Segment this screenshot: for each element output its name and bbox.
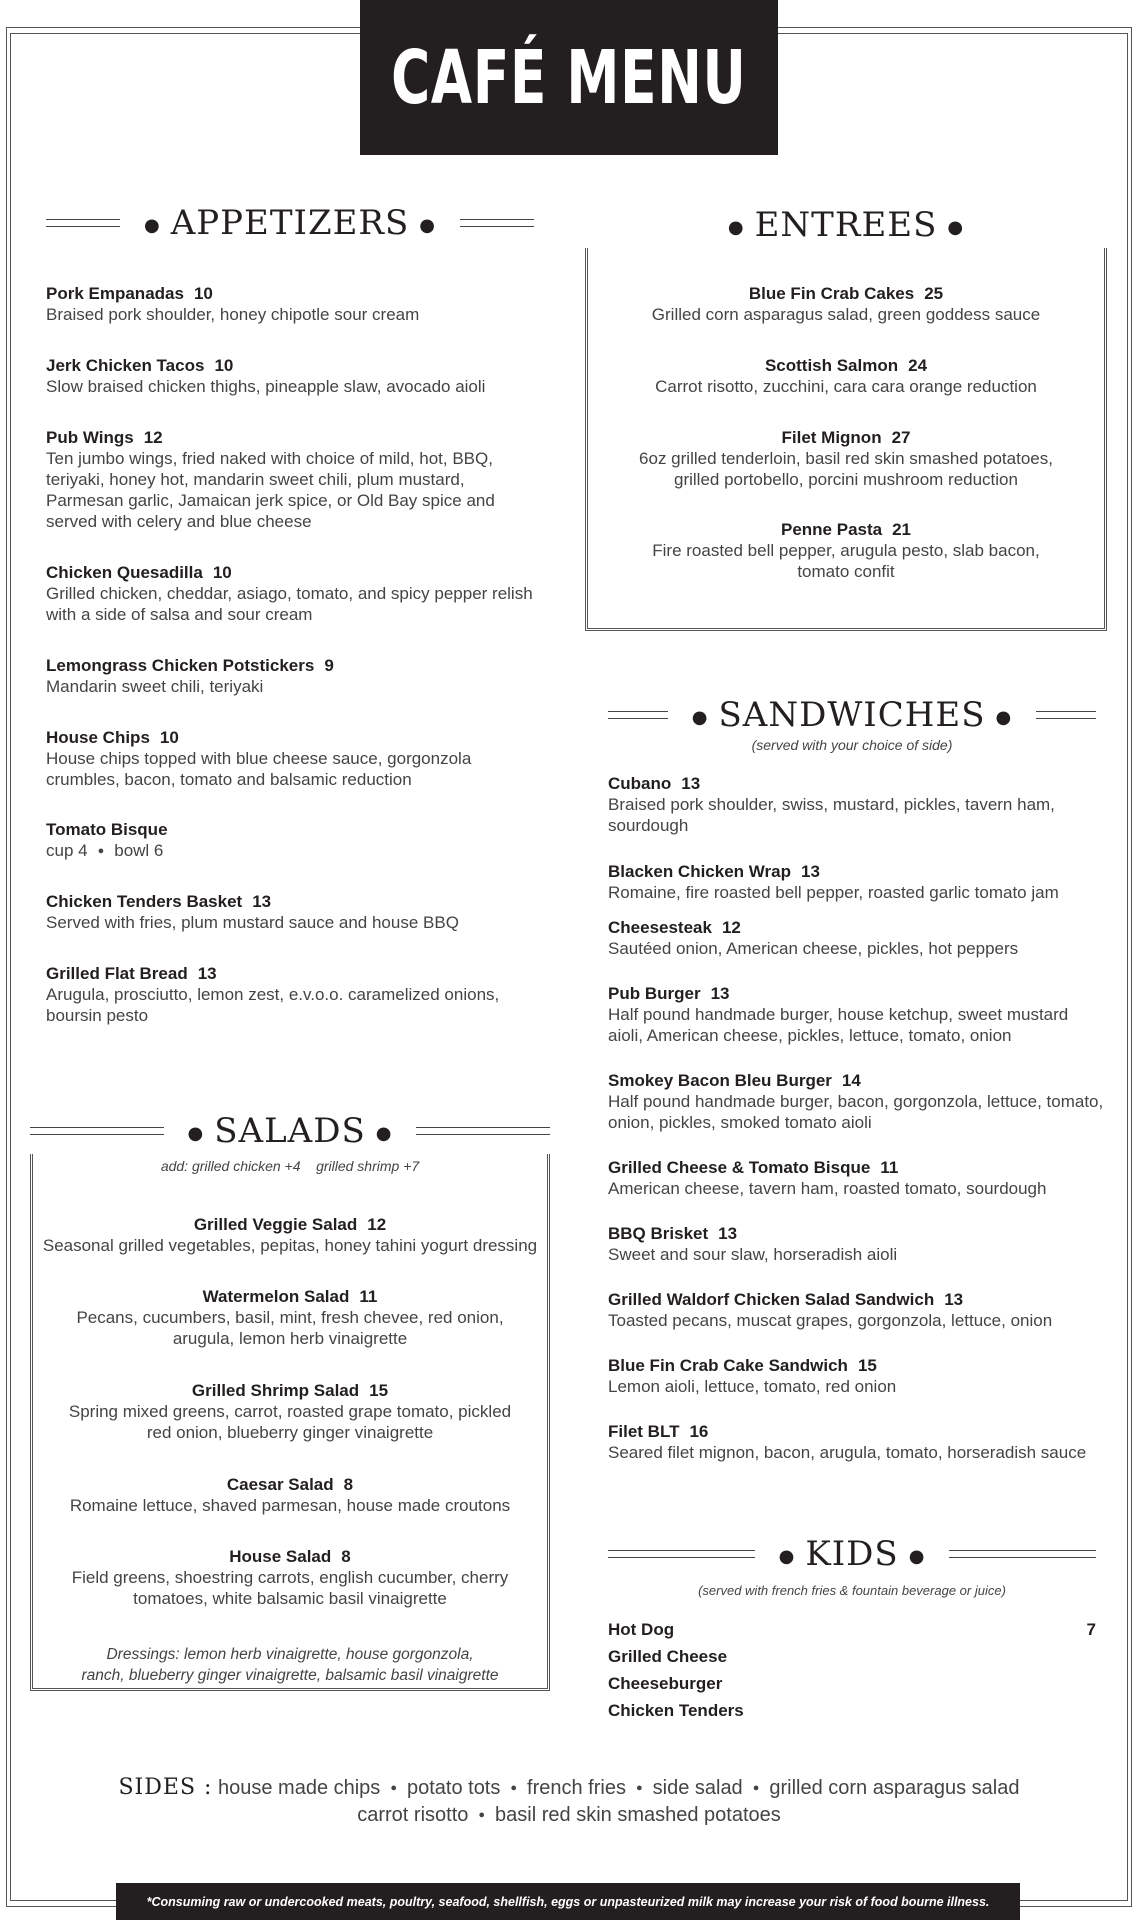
bullet-separator: ●	[752, 1782, 760, 1795]
item-description: Braised pork shoulder, swiss, mustard, pickles, tavern ham,	[608, 795, 1055, 814]
item-description: Spring mixed greens, carrot, roasted grape tomato, pickled	[68, 1402, 512, 1421]
item-title-line	[608, 1223, 1108, 1244]
item-price: 9	[324, 656, 334, 675]
item-title-line	[30, 1546, 550, 1567]
menu-item	[46, 963, 556, 1026]
item-name: Scottish Salmon	[764, 356, 899, 375]
item-name: Smokey Bacon Bleu Burger	[608, 1071, 832, 1090]
item-name: Pub Burger	[608, 984, 701, 1003]
item-price: 15	[857, 1356, 877, 1375]
item-title-line	[585, 519, 1107, 540]
item-description: aioli, American cheese, pickles, lettuce, tomato, onion	[608, 1026, 1012, 1045]
side-item: side salad	[652, 1777, 743, 1799]
item-title-line	[46, 562, 556, 583]
item-price: 12	[721, 918, 741, 937]
kids-item-label: Grilled Cheese	[608, 1647, 728, 1666]
heading-rule	[608, 1550, 755, 1558]
item-description: Seared filet mignon, bacon, arugula, tomato, horseradish sauce	[608, 1443, 1087, 1462]
item-sizes	[46, 840, 556, 862]
item-description: teriyaki, honey hot, mandarin sweet chili, plum mustard,	[46, 470, 465, 489]
item-description: grilled portobello, porcini mushroom reduction	[674, 470, 1018, 489]
item-name: Grilled Veggie Salad	[193, 1215, 358, 1234]
item-description: House chips topped with blue cheese sauce, gorgonzola	[46, 749, 472, 768]
menu-item	[608, 1157, 1108, 1199]
item-description: crumbles, bacon, tomato and balsamic reduction	[46, 770, 412, 789]
item-name: Blue Fin Crab Cake Sandwich	[608, 1356, 848, 1375]
bullet-separator: ●	[390, 1782, 397, 1795]
menu-item	[608, 861, 1108, 903]
menu-item	[585, 283, 1107, 325]
item-name: Filet Mignon	[781, 428, 882, 447]
item-price: 8	[341, 1547, 351, 1566]
item-title-line	[585, 427, 1107, 448]
sandwiches-heading	[608, 692, 1096, 738]
bullet-separator: ●	[97, 845, 105, 858]
bowl-price: bowl 6	[114, 841, 164, 860]
item-description: Toasted pecans, muscat grapes, gorgonzola, lettuce, onion	[608, 1311, 1053, 1330]
item-name: House Chips	[46, 728, 150, 747]
kids-item-label: Cheeseburger	[608, 1674, 723, 1693]
menu-item	[30, 1474, 550, 1516]
item-name: Grilled Waldorf Chicken Salad Sandwich	[608, 1290, 935, 1309]
salads-heading	[30, 1108, 550, 1154]
item-description: Braised pork shoulder, honey chipotle sour cream	[46, 305, 420, 324]
menu-item	[585, 519, 1107, 582]
menu-item	[608, 1223, 1108, 1265]
sides-line-2	[0, 1802, 1138, 1829]
footer-disclaimer: *Consuming raw or undercooked meats, poultry, seafood, shellfish, eggs or unpasteurized milk may increase your risk of food bourne illness.	[116, 1883, 1020, 1920]
item-description: Grilled corn asparagus salad, green goddess sauce	[651, 305, 1041, 324]
cup-price: cup 4	[46, 841, 88, 860]
item-description: Ten jumbo wings, fried naked with choice of mild, hot, BBQ,	[46, 449, 493, 468]
kids-item-label: Hot Dog	[608, 1620, 675, 1639]
item-description: American cheese, tavern ham, roasted tomato, sourdough	[608, 1179, 1047, 1198]
bullet-separator: ●	[478, 1809, 486, 1822]
item-description: Lemon aioli, lettuce, tomato, red onion	[608, 1377, 897, 1396]
item-title-line	[585, 355, 1107, 376]
item-title-line	[30, 1286, 550, 1307]
item-title-line	[608, 861, 1108, 882]
item-description: Sautéed onion, American cheese, pickles, hot peppers	[608, 939, 1019, 958]
item-description: Romaine lettuce, shaved parmesan, house made croutons	[69, 1496, 511, 1515]
item-description: Seasonal grilled vegetables, pepitas, honey tahini yogurt dressing	[42, 1236, 538, 1255]
menu-item	[46, 891, 556, 933]
kids-item-label: Chicken Tenders	[608, 1701, 744, 1720]
sides-label: SIDES :	[118, 1775, 213, 1800]
item-title-line	[608, 983, 1108, 1004]
bullet-separator: ●	[635, 1782, 643, 1795]
side-item: grilled corn asparagus salad	[769, 1777, 1020, 1799]
item-title-line	[30, 1380, 550, 1401]
item-title-line	[46, 655, 556, 676]
heading-rule	[416, 1127, 550, 1135]
side-item: basil red skin smashed potatoes	[495, 1804, 781, 1827]
heading-rule	[608, 711, 668, 719]
item-description: sourdough	[608, 816, 689, 835]
menu-item	[608, 1355, 1108, 1397]
item-price: 13	[710, 984, 730, 1003]
heading-rule	[46, 219, 120, 227]
menu-item	[46, 727, 556, 790]
side-item: house made chips	[217, 1777, 381, 1799]
item-title-line	[46, 283, 556, 304]
item-description: Slow braised chicken thighs, pineapple slaw, avocado aioli	[46, 377, 486, 396]
item-name: Cheesesteak	[608, 918, 712, 937]
menu-header	[360, 0, 778, 155]
salads-note: add: grilled chicken +4 grilled shrimp +7	[160, 1158, 420, 1174]
menu-item	[46, 427, 556, 532]
item-name: House Salad	[229, 1547, 332, 1566]
item-description: with a side of salsa and sour cream	[46, 605, 313, 624]
item-name: Grilled Flat Bread	[46, 964, 188, 983]
menu-item	[608, 917, 1108, 959]
menu-item	[46, 562, 556, 625]
item-description: red onion, blueberry ginger vinaigrette	[146, 1423, 434, 1442]
item-title-line	[608, 917, 1108, 938]
menu-item	[608, 773, 1108, 836]
item-price: 14	[841, 1071, 861, 1090]
item-price: 11	[880, 1158, 899, 1177]
item-description: Served with fries, plum mustard sauce and house BBQ	[46, 913, 459, 932]
item-name: Watermelon Salad	[202, 1287, 350, 1306]
dressings-label: Dressings:	[106, 1646, 180, 1663]
section-title: ● ENTREES ●	[727, 205, 965, 245]
item-price: 8	[343, 1475, 354, 1494]
item-title-line	[46, 819, 556, 840]
item-price: 10	[159, 728, 179, 747]
menu-item	[30, 1286, 550, 1349]
item-price: 11	[359, 1287, 378, 1306]
entrees-heading	[585, 202, 1107, 248]
menu-item	[608, 1070, 1108, 1133]
dressings-line-1: lemon herb vinaigrette, house gorgonzola,	[184, 1646, 474, 1663]
item-title-line	[608, 1421, 1108, 1442]
heading-rule	[1036, 711, 1096, 719]
item-title-line	[608, 1355, 1108, 1376]
item-price: 10	[214, 356, 234, 375]
item-description: Arugula, prosciutto, lemon zest, e.v.o.o. caramelized onions,	[46, 985, 500, 1004]
menu-item	[30, 1546, 550, 1609]
item-description: Grilled chicken, cheddar, asiago, tomato, and spicy pepper relish	[46, 584, 533, 603]
item-price: 10	[212, 563, 232, 582]
item-description: tomatoes, white balsamic basil vinaigrette	[133, 1589, 447, 1608]
menu-item	[608, 1289, 1108, 1331]
item-description: Fire roasted bell pepper, arugula pesto, slab bacon,	[652, 541, 1040, 560]
item-description: Parmesan garlic, Jamaican jerk spice, or Old Bay spice and	[46, 491, 495, 510]
item-description: onion, pickles, smoked tomato aioli	[608, 1113, 872, 1132]
item-price: 13	[800, 862, 820, 881]
item-name: Grilled Cheese & Tomato Bisque	[608, 1158, 871, 1177]
item-description: Field greens, shoestring carrots, english cucumber, cherry	[71, 1568, 509, 1587]
item-description: Half pound handmade burger, bacon, gorgonzola, lettuce, tomato,	[608, 1092, 1104, 1111]
item-price: 13	[944, 1290, 964, 1309]
menu-item	[585, 355, 1107, 397]
item-price: 10	[193, 284, 213, 303]
item-title-line	[608, 773, 1108, 794]
item-title-line	[30, 1214, 550, 1235]
kids-heading	[608, 1531, 1096, 1577]
menu-item	[608, 1421, 1108, 1463]
heading-rule	[30, 1127, 164, 1135]
dressings-note	[30, 1644, 550, 1686]
item-title-line	[585, 283, 1107, 304]
section-title: ● SALADS ●	[187, 1111, 393, 1151]
item-description: Pecans, cucumbers, basil, mint, fresh chevee, red onion,	[76, 1308, 504, 1327]
item-price: 24	[908, 356, 928, 375]
item-price: 25	[924, 284, 944, 303]
item-name: Lemongrass Chicken Potstickers	[46, 656, 315, 675]
item-name: Chicken Tenders Basket	[46, 892, 243, 911]
item-name: Grilled Shrimp Salad	[191, 1381, 360, 1400]
item-name: Caesar Salad	[226, 1475, 334, 1494]
kids-item	[608, 1643, 1096, 1670]
item-title-line	[46, 427, 556, 448]
side-item: carrot risotto	[357, 1804, 469, 1827]
item-price: 21	[892, 520, 912, 539]
menu-item	[585, 427, 1107, 490]
menu-item	[30, 1214, 550, 1256]
item-description: arugula, lemon herb vinaigrette	[172, 1329, 408, 1348]
item-description: Half pound handmade burger, house ketchup, sweet mustard	[608, 1005, 1069, 1024]
menu-item	[608, 983, 1108, 1046]
item-price: 13	[197, 964, 217, 983]
item-name: Pork Empanadas	[46, 284, 184, 303]
section-title: ● KIDS ●	[778, 1534, 926, 1574]
item-description: served with celery and blue cheese	[46, 512, 312, 531]
dressings-line-2: ranch, blueberry ginger vinaigrette, balsamic basil vinaigrette	[81, 1667, 499, 1684]
item-price: 13	[681, 774, 701, 793]
menu-item	[30, 1380, 550, 1443]
item-name: Pub Wings	[46, 428, 134, 447]
menu-item	[46, 655, 556, 697]
item-description: tomato confit	[797, 562, 895, 581]
heading-rule	[949, 1550, 1096, 1558]
item-price: 12	[143, 428, 163, 447]
side-item: potato tots	[406, 1777, 501, 1799]
page-title: CAFÉ MENU	[391, 34, 747, 121]
item-description: 6oz grilled tenderloin, basil red skin smashed potatoes,	[639, 449, 1053, 468]
item-title-line	[30, 1474, 550, 1495]
side-item: french fries	[527, 1777, 626, 1799]
appetizers-heading	[46, 200, 534, 246]
sandwiches-note: (served with your choice of side)	[751, 737, 953, 753]
item-name: Blue Fin Crab Cakes	[748, 284, 915, 303]
kids-item	[608, 1697, 1096, 1724]
item-description: Mandarin sweet chili, teriyaki	[46, 677, 264, 696]
kids-item	[608, 1616, 1096, 1643]
item-description: boursin pesto	[46, 1006, 149, 1025]
item-name: Filet BLT	[608, 1422, 680, 1441]
kids-note: (served with french fries & fountain beverage or juice)	[698, 1583, 1006, 1598]
item-name: Penne Pasta	[780, 520, 883, 539]
menu-item	[46, 819, 556, 862]
item-title-line	[608, 1289, 1108, 1310]
item-price: 15	[369, 1381, 389, 1400]
item-price: 12	[367, 1215, 387, 1234]
item-price: 16	[689, 1422, 709, 1441]
section-title: ● SANDWICHES ●	[691, 695, 1013, 735]
item-description: Romaine, fire roasted bell pepper, roasted garlic tomato jam	[608, 883, 1059, 902]
sides-line-1	[0, 1774, 1138, 1802]
menu-item	[46, 355, 556, 397]
kids-price: 7	[1086, 1620, 1096, 1639]
item-title-line	[46, 727, 556, 748]
item-name: BBQ Brisket	[608, 1224, 709, 1243]
item-name: Tomato Bisque	[46, 820, 168, 839]
heading-rule	[460, 219, 534, 227]
item-title-line	[46, 355, 556, 376]
item-name: Chicken Quesadilla	[46, 563, 203, 582]
item-title-line	[608, 1070, 1108, 1091]
item-description: Sweet and sour slaw, horseradish aioli	[608, 1245, 898, 1264]
item-name: Blacken Chicken Wrap	[608, 862, 791, 881]
bullet-separator: ●	[510, 1782, 518, 1795]
item-name: Cubano	[608, 774, 672, 793]
sides-section	[0, 1774, 1138, 1829]
item-name: Jerk Chicken Tacos	[46, 356, 205, 375]
menu-item	[46, 283, 556, 325]
item-price: 27	[891, 428, 911, 447]
item-title-line	[46, 963, 556, 984]
item-price: 13	[718, 1224, 738, 1243]
item-title-line	[46, 891, 556, 912]
kids-item	[608, 1670, 1096, 1697]
section-title: ● APPETIZERS ●	[144, 203, 437, 243]
item-description: Carrot risotto, zucchini, cara cara orange reduction	[655, 377, 1037, 396]
item-title-line	[608, 1157, 1108, 1178]
item-price: 13	[252, 892, 272, 911]
